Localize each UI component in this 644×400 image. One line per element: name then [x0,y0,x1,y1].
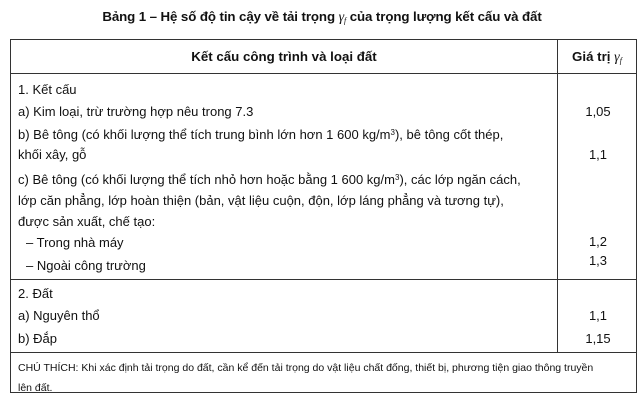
section-heading-soil: 2. Đất [18,286,53,301]
row-value-on-site: 1,3 [588,253,608,268]
title-text-prefix: Bảng 1 – Hệ số độ tin cậy về tải trọng [102,9,339,24]
header-value-label: Giá trị [572,49,615,64]
row-text-natural-soil: a) Nguyên thổ [18,308,100,323]
gamma-subscript: f [344,16,347,25]
title-text-suffix: của trọng lượng kết cấu và đất [346,9,542,24]
note-line-2: lên đất. [18,382,53,394]
row-value-metal: 1,05 [585,104,611,119]
column-divider [557,40,558,352]
text-part: ), các lớp ngăn cách, [399,172,521,187]
gamma-f-symbol [614,50,622,65]
row-text-in-factory: – Trong nhà máy [26,235,124,250]
row-value-heavy-concrete: 1,1 [588,147,608,162]
text-part: ), bê tông cốt thép, [394,127,504,142]
row-text-fill-soil: b) Đắp [18,331,58,346]
gamma-glyph: γ [614,50,620,65]
note-line-1: CHÚ THÍCH: Khi xác định tải trọng do đất, cần kể đến tải trọng do vật liệu chất đống, thiết bị, phương tiện giao thông truyền [18,362,594,374]
row-value-fill-soil: 1,15 [585,331,611,346]
section-heading-structure: 1. Kết cấu [18,82,77,97]
header-structure-and-soil: Kết cấu công trình và loại đất [191,49,377,64]
row-text-light-concrete [18,172,521,188]
section-divider [11,279,636,280]
row-value-in-factory: 1,2 [588,234,608,249]
text-part: c) Bê tông (có khối lượng thể tích nhỏ hơn hoặc bằng 1 600 kg/m [18,172,395,187]
table-title [0,9,644,26]
text-part: b) Bê tông (có khối lượng thể tích trung bình lớn hơn 1 600 kg/m [18,127,391,142]
superscript: 3 [394,173,400,182]
table-note [18,358,630,398]
gamma-f-symbol [339,10,347,25]
gamma-subscript: f [619,56,622,65]
gamma-glyph: γ [338,10,344,25]
row-text-light-concrete-cont2: được sản xuất, chế tạo: [18,214,156,229]
superscript: 3 [390,128,395,137]
row-text-heavy-concrete [18,127,503,143]
row-text-metal: a) Kim loại, trừ trường hợp nêu trong 7.3 [18,104,254,119]
row-text-heavy-concrete-cont: khối xây, gỗ [18,147,87,162]
row-value-natural-soil: 1,1 [588,308,608,323]
header-value-gamma [558,40,636,74]
load-factor-table [10,39,637,393]
row-text-light-concrete-cont: lớp căn phẳng, lớp hoàn thiện (bản, vật liệu cuộn, độn, lớp láng phẳng và tương tự), [18,193,504,208]
note-divider [11,352,636,353]
row-text-on-site: – Ngoài công trường [26,258,146,273]
